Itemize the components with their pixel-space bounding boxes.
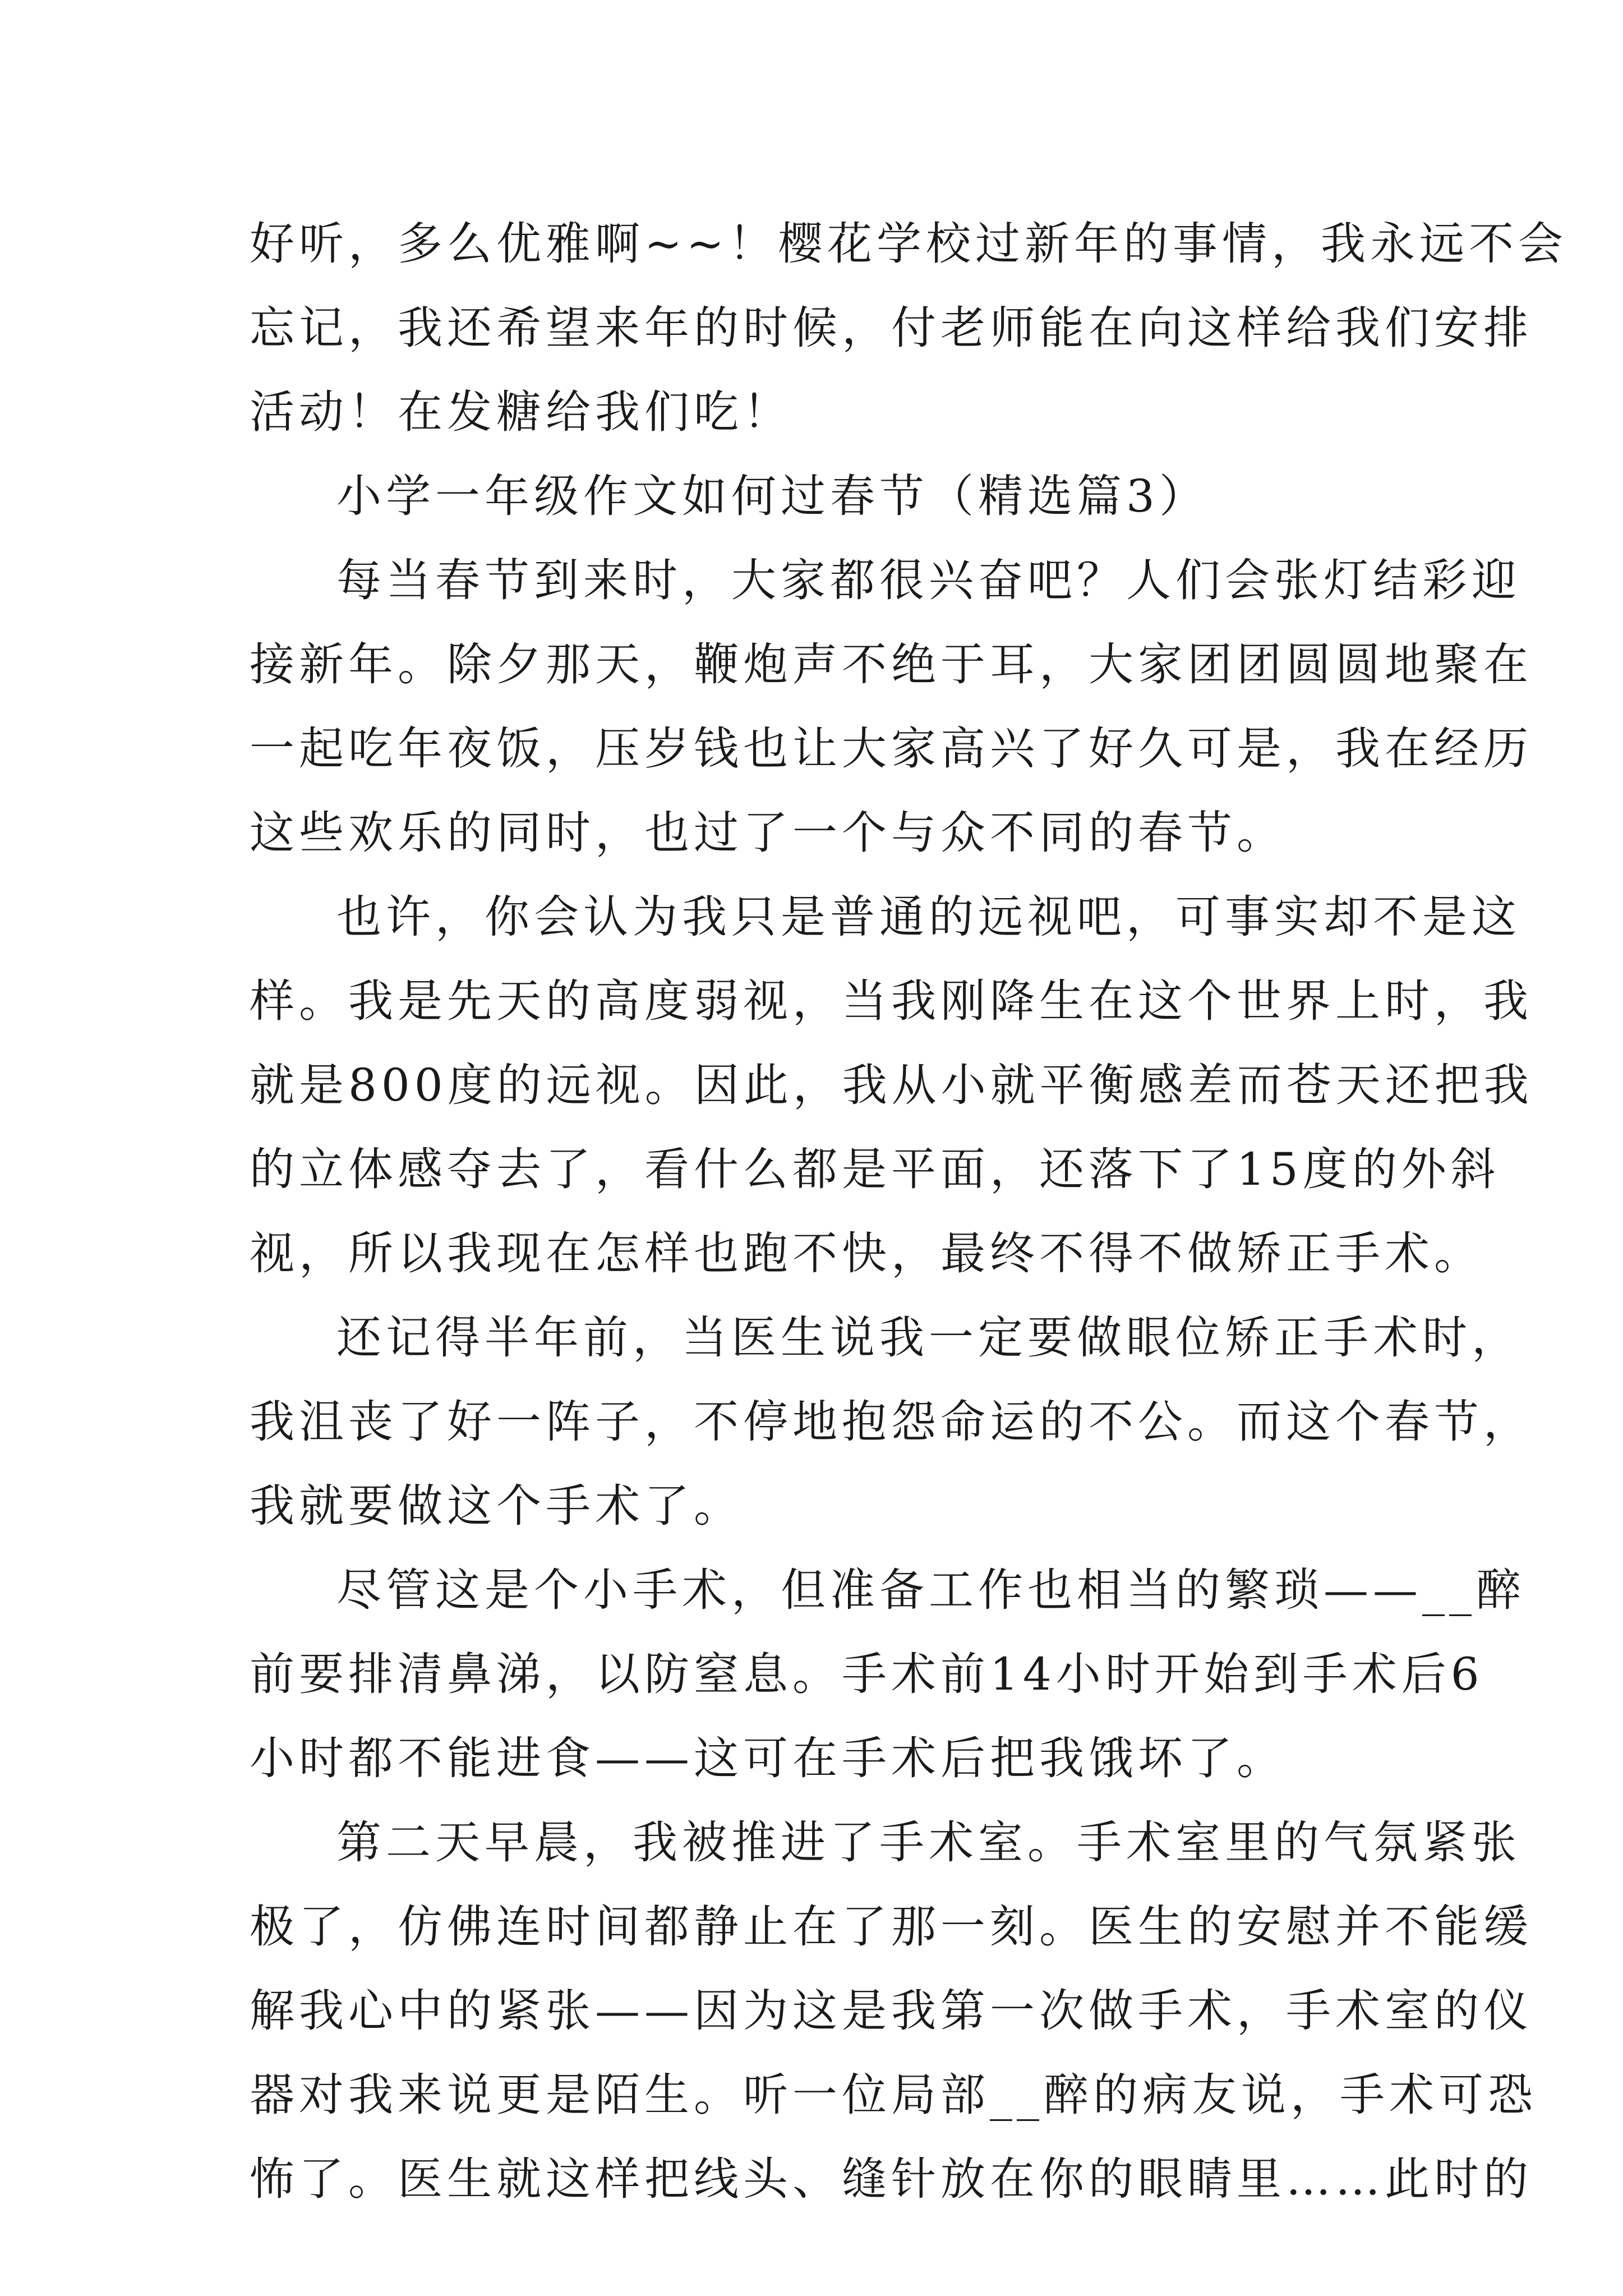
text-line: 还记得半年前，当医生说我一定要做眼位矫正手术时， [336,1312,1521,1364]
text-line: 解我心中的紧张——因为这是我第一次做手术，手术室的仪 [250,1985,1533,2037]
text-line: 接新年。除夕那天，鞭炮声不绝于耳，大家团团圆圆地聚在 [250,638,1533,691]
text-line: 每当春节到来时，大家都很兴奋吧？人们会张灯结彩迎 [336,554,1521,606]
text-line: 小时都不能进食——这可在手术后把我饿坏了。 [250,1732,1286,1784]
text-line: 也许，你会认为我只是普通的远视吧，可事实却不是这 [336,891,1521,943]
text-line: 视，所以我现在怎样也跑不快，最终不得不做矫正手术。 [250,1227,1483,1280]
text-line: 这些欢乐的同时，也过了一个与众不同的春节。 [250,807,1286,859]
text-line: 样。我是先天的高度弱视，当我刚降生在这个世界上时，我 [250,975,1533,1027]
text-line: 尽管这是个小手术，但准备工作也相当的繁琐——__醉 [336,1564,1525,1616]
text-line: 器对我来说更是陌生。听一位局部__醉的病友说，手术可恐 [250,2069,1537,2121]
text-line: 我就要做这个手术了。 [250,1480,743,1532]
text-line: 好听，多么优雅啊~~！樱花学校过新年的事情，我永远不会 [250,218,1568,270]
text-line: 就是800度的远视。因此，我从小就平衡感差而苍天还把我 [250,1059,1533,1111]
text-line: 极了，仿佛连时间都静止在了那一刻。医生的安慰并不能缓 [250,1901,1533,1953]
text-line: 的立体感夺去了，看什么都是平面，还落下了15度的外斜 [250,1143,1500,1195]
text-line: 前要排清鼻涕，以防窒息。手术前14小时开始到手术后6 [250,1648,1484,1700]
text-line: 忘记，我还希望来年的时候，付老师能在向这样给我们安排 [250,302,1533,354]
body-text [250,202,1568,2221]
text-line: 我沮丧了好一阵子，不停地抱怨命运的不公。而这个春节， [250,1396,1533,1448]
section-heading: 小学一年级作文如何过春节（精选篇3） [336,470,1209,522]
text-line: 怖了。医生就这样把线头、缝针放在你的眼睛里……此时的 [250,2153,1533,2205]
text-line: 活动！在发糖给我们吃！ [250,386,792,438]
text-line: 一起吃年夜饭，压岁钱也让大家高兴了好久可是，我在经历 [250,723,1533,775]
text-line: 第二天早晨，我被推进了手术室。手术室里的气氛紧张 [336,1816,1521,1869]
